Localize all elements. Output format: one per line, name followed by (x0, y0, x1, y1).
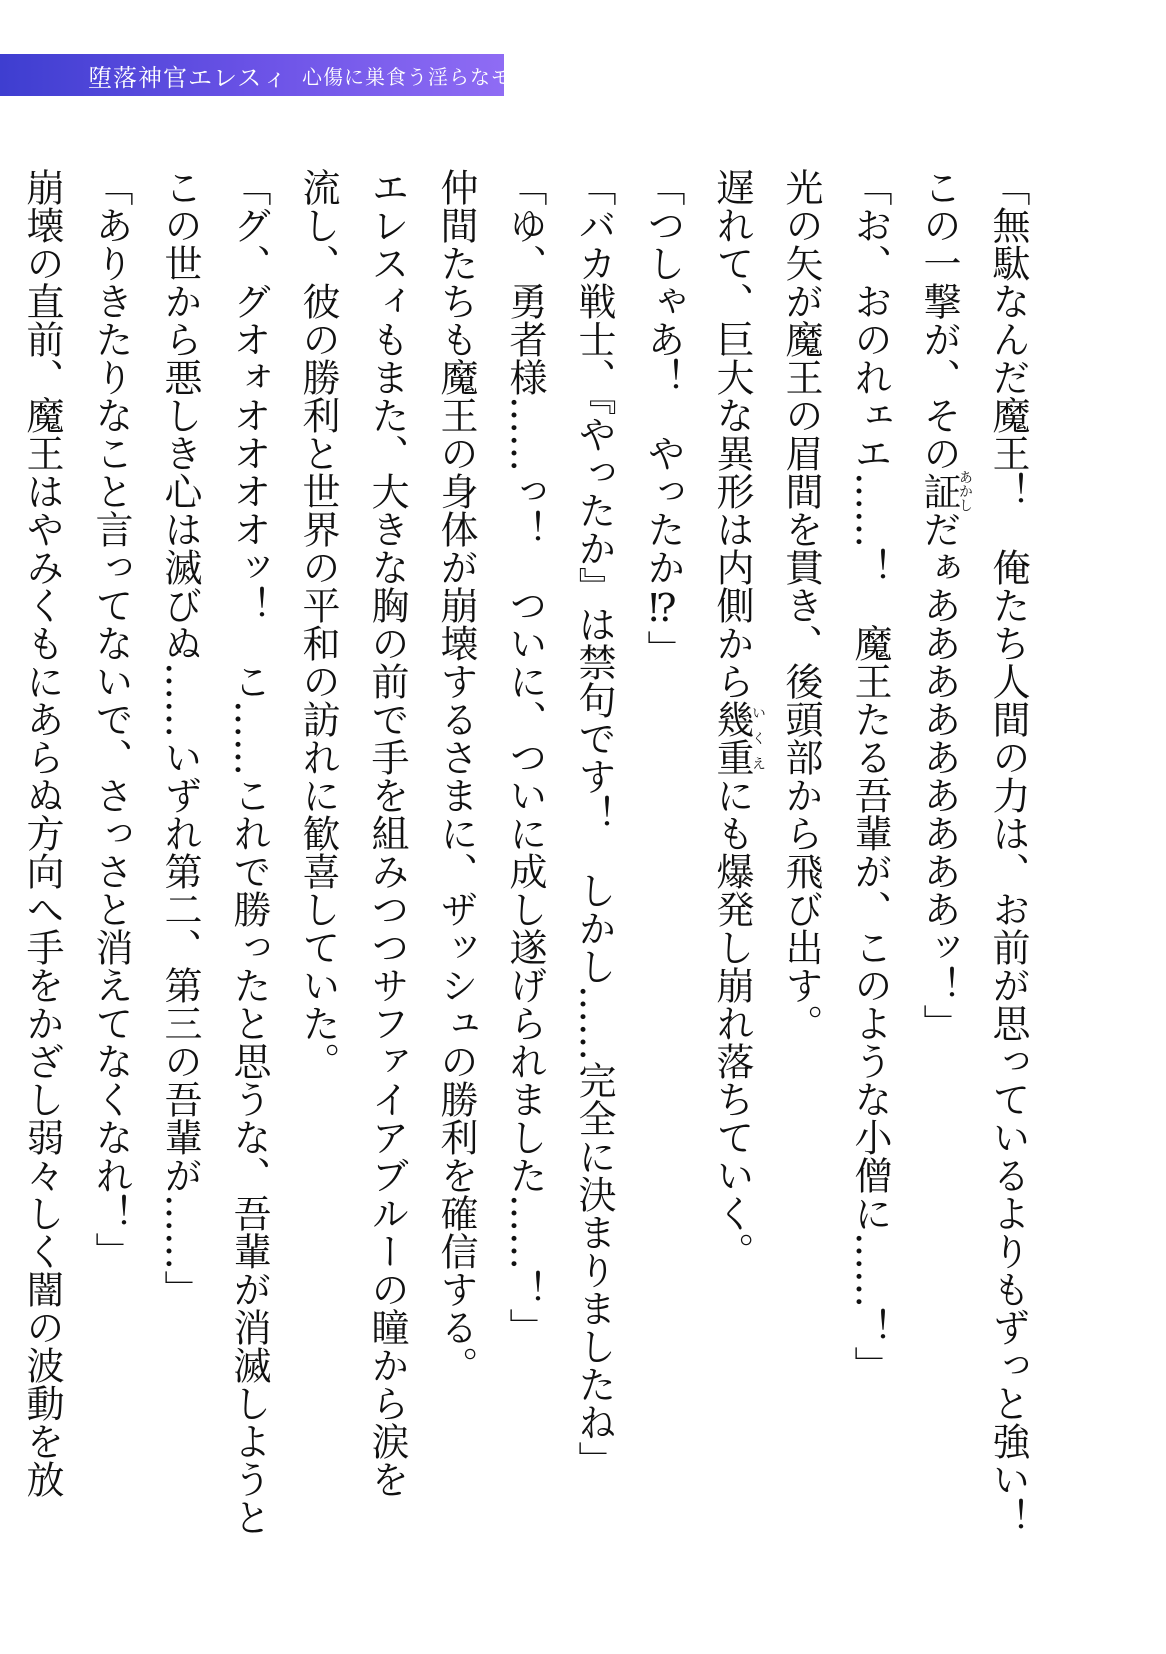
text-line: 「ゆ、勇者様……っ！ ついに、ついに成し遂げられました……！」 (503, 168, 547, 1346)
text-line: 「お、おのれェエ……！ 魔王たる吾輩が、このような小僧に……！」 (848, 168, 892, 1384)
text-line: 「無駄なんだ魔王！ 俺たち人間の力は、お前が思っているよりもずっと強い！ (986, 168, 1030, 1536)
ruby-word (710, 700, 766, 776)
book-title: 堕落神官エレスィ (88, 63, 288, 92)
text-line-with-ruby (904, 168, 973, 1564)
vertical-text-body (20, 168, 1042, 1564)
ruby-base: 証 (917, 470, 961, 512)
text-segment: にも爆発し崩れ落ちていく。 (710, 776, 754, 1270)
text-line: エレスィもまた、大きな胸の前で手を組みつつサファイアブルーの瞳から涙を (365, 168, 409, 1498)
ruby-word (917, 470, 973, 512)
text-line: 仲間たちも魔王の身体が崩壊するさまに、ザッシュの勝利を確信する。 (434, 168, 478, 1384)
text-line: 「グ、グオォオオオオッ！ こ……これで勝ったと思うな、吾輩が消滅しようと (227, 168, 271, 1536)
text-line: 「バカ戦士、『やったか』は禁句です！ しかし……完全に決まりましたね」 (572, 168, 616, 1479)
ruby-base: 幾重 (710, 700, 754, 776)
running-header (0, 54, 533, 96)
text-line: 流し、彼の勝利と世界の平和の訪れに歓喜していた。 (296, 168, 340, 1080)
text-line: 光の矢が魔王の眉間を貫き、後頭部から飛び出す。 (779, 168, 823, 1042)
ruby-reading: あかし (957, 470, 973, 512)
text-line: 崩壊の直前、魔王はやみくもにあらぬ方向へ手をかざし弱々しく闇の波動を放 (20, 168, 64, 1498)
text-segment: 遅れて、巨大な異形は内側から (710, 168, 754, 700)
text-segment: この一撃が、その (917, 168, 961, 472)
chapter-title: 心傷に巣食う淫らなモノ (302, 64, 533, 89)
text-line-with-ruby (697, 168, 766, 1564)
text-line: 「つしゃあ！ やったか⁉」 (641, 168, 685, 668)
text-segment: だぁあああああああああッ！」 (917, 510, 961, 1042)
text-line: この世から悪しき心は滅びぬ……いずれ第二、第三の吾輩が……」 (158, 168, 202, 1308)
ruby-reading: いくえ (750, 700, 766, 776)
text-line: 「ありきたりなこと言ってないで、さっさと消えてなくなれ！」 (89, 168, 133, 1270)
